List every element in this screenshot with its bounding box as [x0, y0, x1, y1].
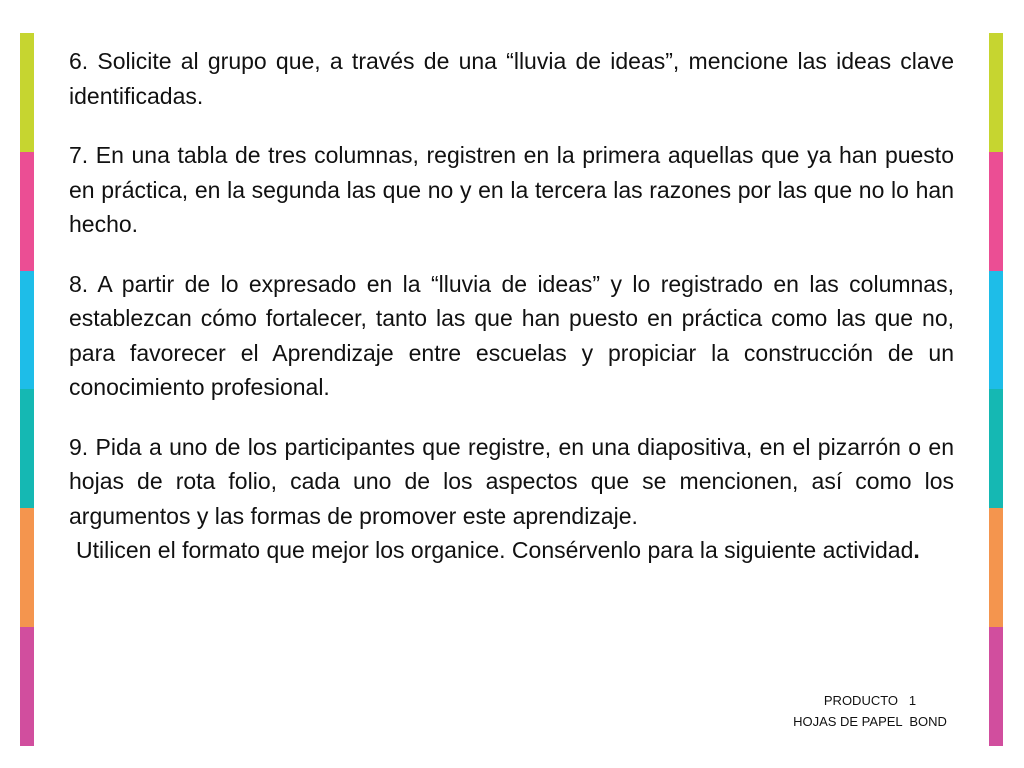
- bar-segment-magenta: [20, 627, 34, 746]
- instruction-step-9: 9. Pida a uno de los participantes que registre, en una diapositiva, en el pizarrón o en hojas de rota folio, cada uno de los aspectos que se mencionen, así como los argumentos y las formas de promover este aprendizaje.: [69, 433, 954, 529]
- closing-note: Utilicen el formato que mejor los organice. Consérvenlo para la siguiente actividad: [76, 537, 914, 563]
- instructions-body: [69, 44, 954, 568]
- bar-segment-orange: [20, 508, 34, 627]
- instruction-step-7: 7. En una tabla de tres columnas, registren en la primera aquellas que ya han puesto en práctica, en la segunda las que no y en la tercera las razones por las que no lo han hecho.: [69, 142, 954, 237]
- closing-period: .: [913, 537, 920, 563]
- instruction-step-6: 6. Solicite al grupo que, a través de una “lluvia de ideas”, mencione las ideas clave identificadas.: [69, 48, 954, 109]
- left-color-bar: [20, 33, 34, 746]
- instruction-step-8: 8. A partir de lo expresado en la “lluvia de ideas” y lo registrado en las columnas, establezcan cómo fortalecer, tanto las que han puesto en práctica como las que no, para favorecer el Aprendizaje entre escuelas y propiciar la construcción de un conocimiento profesional.: [69, 270, 954, 400]
- bar-segment-teal: [20, 389, 34, 508]
- closing-note-line: [69, 533, 954, 568]
- bar-segment-magenta: [989, 627, 1003, 746]
- product-label: [760, 690, 980, 732]
- product-number: PRODUCTO 1: [823, 693, 917, 708]
- bar-segment-sky: [20, 271, 34, 390]
- bar-segment-pink: [989, 152, 1003, 271]
- product-material: HOJAS DE PAPEL BOND: [793, 714, 947, 729]
- instruction-step-9-block: [69, 430, 954, 568]
- bar-segment-teal: [989, 389, 1003, 508]
- bar-segment-lime: [989, 33, 1003, 152]
- right-color-bar: [989, 33, 1003, 746]
- bar-segment-sky: [989, 271, 1003, 390]
- bar-segment-lime: [20, 33, 34, 152]
- bar-segment-pink: [20, 152, 34, 271]
- bar-segment-orange: [989, 508, 1003, 627]
